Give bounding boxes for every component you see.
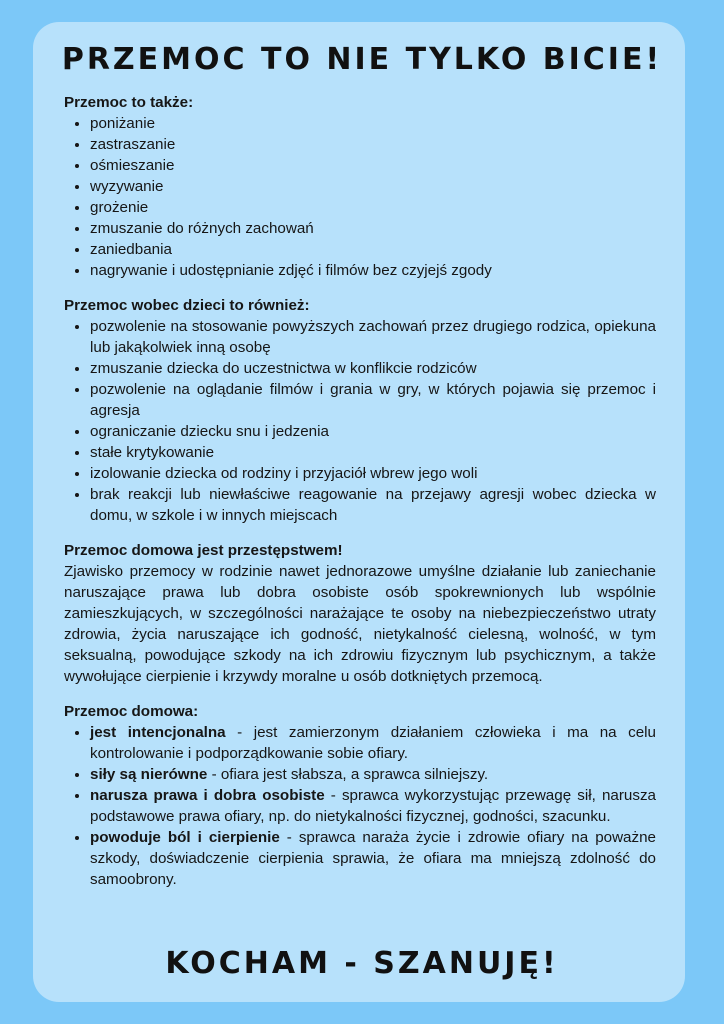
item-term: jest intencjonalna — [90, 724, 226, 741]
section-heading: Przemoc domowa jest przestępstwem! — [64, 542, 343, 559]
list-item: • poniżanie — [90, 113, 656, 134]
bullet-list — [64, 722, 656, 890]
list-item: • nagrywanie i udostępnianie zdjęć i filmów bez czyjejś zgody — [90, 260, 656, 281]
list-item: • pozwolenie na oglądanie filmów i grania w gry, w których pojawia się przemoc i agresja — [90, 379, 656, 421]
section-heading: Przemoc to także: — [64, 94, 194, 111]
list-item: • wyzywanie — [90, 176, 656, 197]
list-item: • brak reakcji lub niewłaściwe reagowanie na przejawy agresji wobec dziecka w domu, w szkole i w innych miejscach — [90, 484, 656, 526]
list-item: • zastraszanie — [90, 134, 656, 155]
item-term: narusza prawa i dobra osobiste — [90, 787, 325, 804]
section-forms-of-violence — [64, 92, 656, 281]
list-item: • zaniedbania — [90, 239, 656, 260]
list-item — [90, 722, 656, 764]
item-term: siły są nierówne — [90, 766, 208, 783]
list-item: • grożenie — [90, 197, 656, 218]
list-item: • zmuszanie dziecka do uczestnictwa w konflikcie rodziców — [90, 358, 656, 379]
list-item — [90, 827, 656, 890]
definition-paragraph: Zjawisko przemocy w rodzinie nawet jednorazowe umyślne działanie lub zaniechanie naruszające prawa lub dobra osobiste osób spokrewnionych lub wspólnie zamieszkujących, w szczególności narażające te osoby na niebezpieczeństwo utraty zdrowia, życia naruszające ich godność, nietykalność cielesną, wolność, w tym seksualną, powodujące szkody na ich zdrowiu fizycznym lub psychicznym, a także wywołujące cierpienie i krzywdy moralne u osób dotkniętych przemocą. — [64, 563, 656, 685]
list-item — [90, 764, 656, 785]
section-heading: Przemoc domowa: — [64, 703, 199, 720]
list-item: • ośmieszanie — [90, 155, 656, 176]
list-item: • izolowanie dziecka od rodziny i przyjaciół wbrew jego woli — [90, 463, 656, 484]
item-term: powoduje ból i cierpienie — [90, 829, 280, 846]
bullet-list — [64, 113, 656, 281]
item-text: - ofiara jest słabsza, a sprawca silniejszy. — [207, 766, 489, 783]
item-text: - jest zamierzonym działaniem człowieka i ma na celu kontrolowanie i podporządkowanie sobie ofiary. — [90, 724, 656, 762]
poster-footer-slogan: KOCHAM - SZANUJĘ! — [165, 946, 559, 981]
poster-content — [64, 92, 656, 904]
section-domestic-violence — [64, 701, 656, 890]
list-item: • pozwolenie na stosowanie powyższych zachowań przez drugiego rodzica, opiekuna lub jakąkolwiek inną osobę — [90, 316, 656, 358]
bullet-list — [64, 316, 656, 526]
section-heading: Przemoc wobec dzieci to również: — [64, 297, 310, 314]
section-crime — [64, 540, 656, 687]
list-item — [90, 785, 656, 827]
item-text: - sprawca wykorzystując przewagę sił, narusza podstawowe prawa ofiary, np. do nietykalności fizycznej, godności, szacunku. — [90, 787, 656, 825]
list-item: • ograniczanie dziecku snu i jedzenia — [90, 421, 656, 442]
item-text: - sprawca naraża życie i zdrowie ofiary na poważne szkody, doświadczenie cierpienia sprawia, że ofiara ma mniejszą zdolność do samoobrony. — [90, 829, 656, 888]
list-item: • stałe krytykowanie — [90, 442, 656, 463]
poster-title: PRZEMOC TO NIE TYLKO BICIE! — [61, 42, 663, 77]
list-item: • zmuszanie do różnych zachowań — [90, 218, 656, 239]
section-violence-against-children — [64, 295, 656, 526]
